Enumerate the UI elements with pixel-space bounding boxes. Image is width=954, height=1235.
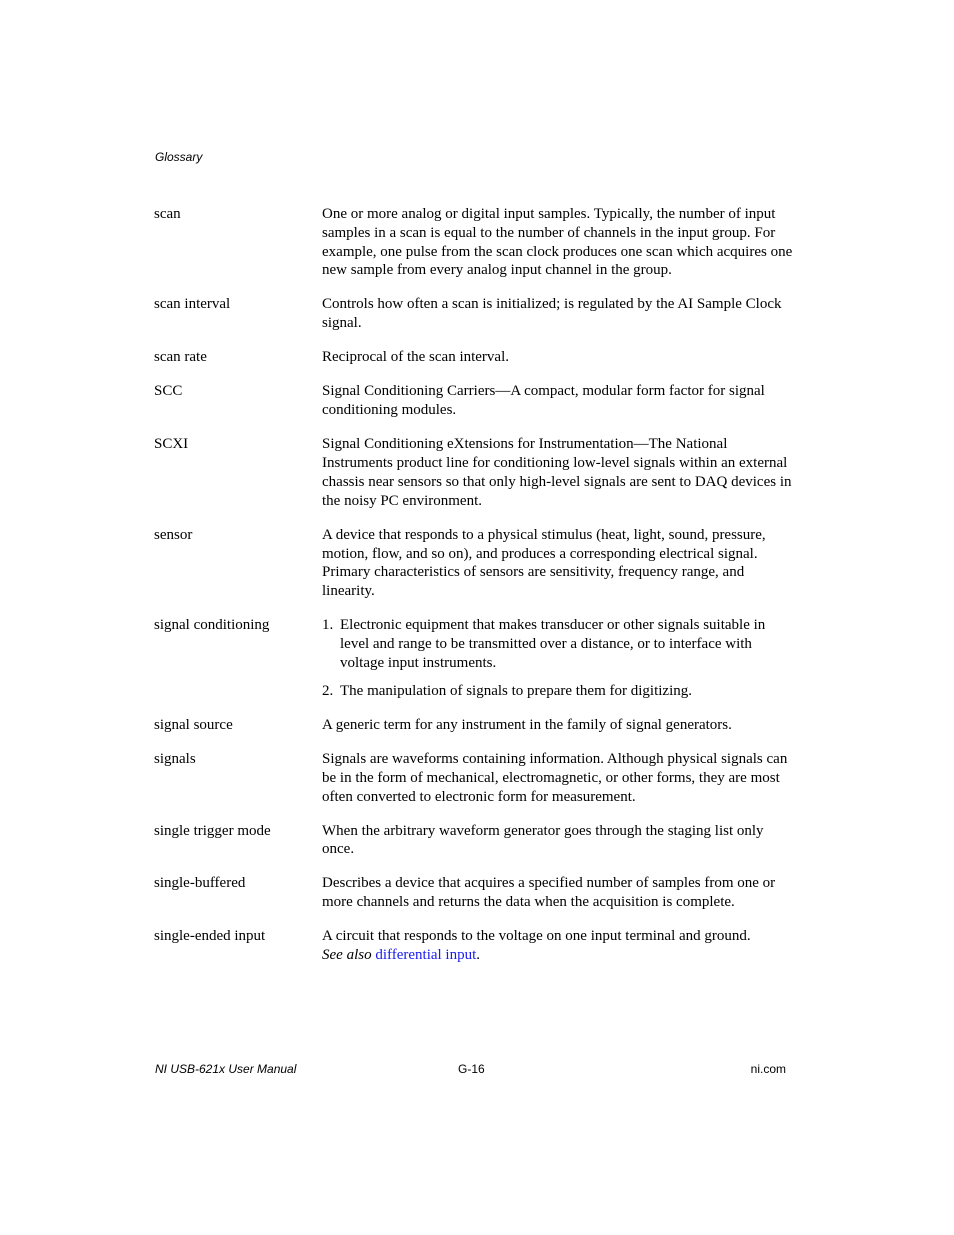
glossary-entry [154, 716, 794, 735]
glossary-term: single trigger mode [154, 822, 271, 839]
footer-website: ni.com [750, 1062, 786, 1076]
glossary-term: SCXI [154, 436, 189, 453]
glossary-list [154, 205, 794, 980]
glossary-entry [154, 526, 794, 601]
glossary-definition: A device that responds to a physical stimulus (heat, light, sound, pressure, motion, flow, and so on), and produces a corresponding electrical signal. Primary characteristics of sensors are sensitivity, frequency range, and linearity. [322, 526, 766, 600]
glossary-definition: A circuit that responds to the voltage on one input terminal and ground. [322, 928, 751, 945]
glossary-entry [154, 750, 794, 806]
list-item-text: The manipulation of signals to prepare them for digitizing. [340, 682, 692, 699]
glossary-definition: Reciprocal of the scan interval. [322, 349, 510, 366]
list-item-number: 2. [322, 682, 334, 699]
footer-manual-title: NI USB-621x User Manual [155, 1062, 297, 1076]
glossary-term: signal source [154, 716, 233, 733]
glossary-term: signal conditioning [154, 617, 270, 634]
numbered-list [322, 616, 794, 700]
glossary-entry [154, 435, 794, 510]
glossary-entry [154, 927, 794, 965]
glossary-term: single-buffered [154, 875, 246, 892]
see-also-period: . [476, 947, 481, 964]
glossary-term: scan rate [154, 349, 207, 366]
glossary-definition: Describes a device that acquires a specified number of samples from one or more channels and returns the data when the acquisition is complete. [322, 875, 776, 911]
glossary-definition: Signals are waveforms containing information. Although physical signals can be in the form of mechanical, electromagnetic, or other forms, they are most often converted to electronic form for measurement. [322, 750, 788, 805]
glossary-definition: Signal Conditioning Carriers—A compact, modular form factor for signal conditioning modules. [322, 383, 765, 419]
glossary-entry [154, 616, 794, 700]
glossary-entry [154, 382, 794, 420]
glossary-term: scan [154, 206, 181, 222]
glossary-entry [154, 295, 794, 333]
glossary-term: sensor [154, 526, 193, 543]
list-item [322, 682, 794, 701]
glossary-definition-container [322, 927, 794, 965]
glossary-definition: Controls how often a scan is initialized; is regulated by the AI Sample Clock signal. [322, 296, 782, 332]
glossary-definition: Signal Conditioning eXtensions for Instrumentation—The National Instruments product line for conditioning low-level signals within an external chassis near sensors so that only high-level signals are sent to DAQ devices in the noisy PC environment. [322, 436, 792, 509]
glossary-definition: One or more analog or digital input samples. Typically, the number of input samples in a scan is equal to the number of channels in the input group. For example, one pulse from the scan clock produces one scan which acquires one new sample from every analog input channel in the group. [322, 206, 793, 279]
glossary-definition-list [322, 616, 794, 700]
glossary-term: single-ended input [154, 928, 266, 945]
page-header-section: Glossary [155, 150, 203, 164]
list-item-number: 1. [322, 617, 334, 634]
glossary-entry [154, 348, 794, 367]
list-item-text: Electronic equipment that makes transducer or other signals suitable in level and range to be transmitted over a distance, or to interface with voltage input instruments. [340, 617, 766, 671]
glossary-term: SCC [154, 383, 183, 400]
see-also-label: See also [322, 947, 372, 964]
glossary-entry [154, 205, 794, 280]
glossary-entry [154, 874, 794, 912]
glossary-term: scan interval [154, 296, 231, 313]
footer-page-number: G-16 [458, 1062, 485, 1076]
glossary-entry [154, 822, 794, 860]
glossary-definition: A generic term for any instrument in the family of signal generators. [322, 716, 732, 733]
see-also-link-differential-input[interactable]: differential input [375, 947, 477, 964]
list-item [322, 616, 794, 672]
glossary-definition: When the arbitrary waveform generator goes through the staging list only once. [322, 822, 764, 858]
glossary-term: signals [154, 750, 196, 767]
